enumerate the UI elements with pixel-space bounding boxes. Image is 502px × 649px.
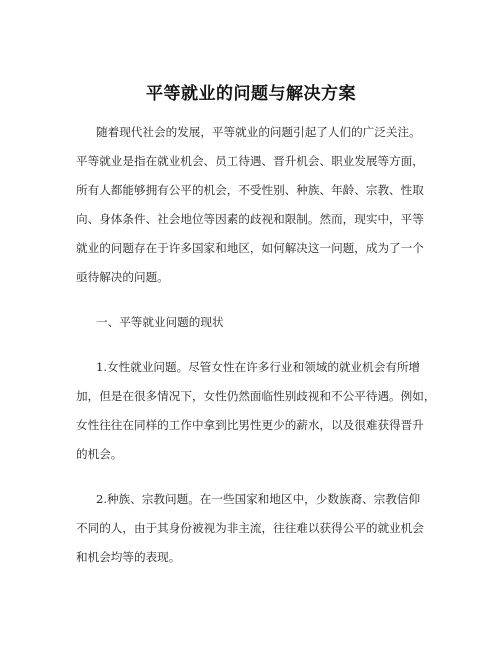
paragraph-line: 随着现代社会的发展，平等就业的问题引起了人们的广泛关注。 (96, 125, 421, 139)
paragraph-line: 女性往往在同样的工作中拿到比男性更少的薪水，以及很难获得晋升 (76, 418, 424, 432)
paragraph-line: 就业的问题存在于许多国家和地区，如何解决这一问题，成为了一个 (76, 241, 424, 255)
paragraph-line: 的机会。 (76, 447, 123, 461)
document-title: 平等就业的问题与解决方案 (146, 84, 356, 104)
section-heading: 一、平等就业问题的现状 (96, 315, 224, 329)
paragraph-line: 亟待解决的问题。 (76, 270, 169, 284)
paragraph-line: 不同的人，由于其身份被视为非主流，往往难以获得公平的就业机会 (76, 521, 424, 535)
paragraph-line: 2.种族、宗教问题。在一些国家和地区中，少数族裔、宗教信仰 (96, 492, 421, 506)
paragraph-line: 所有人都能够拥有公平的机会，不受性别、种族、年龄、宗教、性取 (76, 183, 424, 197)
paragraph-line: 平等就业是指在就业机会、员工待遇、晋升机会、职业发展等方面， (76, 154, 424, 168)
paragraph-line: 和机会均等的表现。 (76, 550, 181, 564)
paragraph-line: 向、身体条件、社会地位等因素的歧视和限制。然而，现实中，平等 (76, 212, 424, 226)
paragraph-line: 1.女性就业问题。尽管女性在许多行业和领域的就业机会有所增 (96, 360, 421, 374)
paragraph-line: 加，但是在很多情况下，女性仍然面临性别歧视和不公平待遇。例如， (76, 389, 436, 403)
